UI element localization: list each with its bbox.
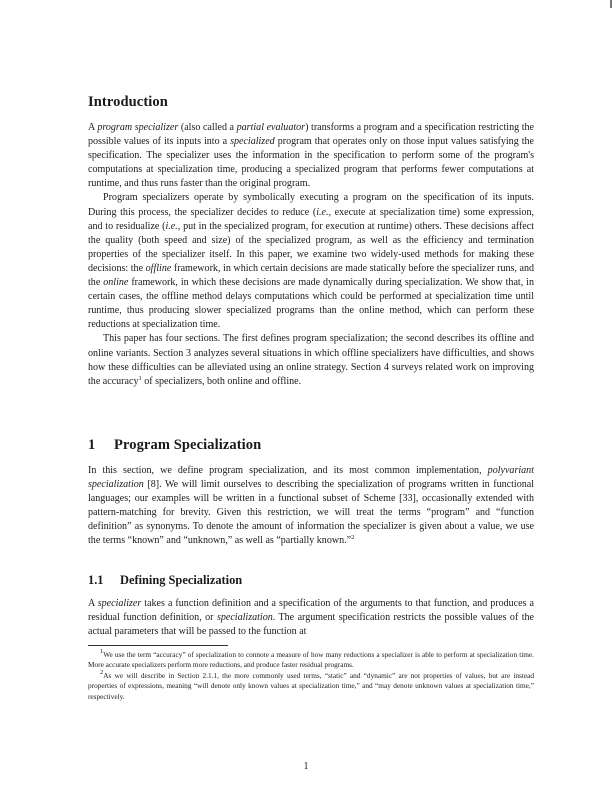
subsection-1-1 (88, 573, 534, 588)
footnote-rule (88, 645, 228, 646)
subsection-1-1-body (88, 597, 534, 639)
footnote-1: $^1$We use the term “accuracy” of specialization to connote a measure of how many reductions a specializer is able to perform at specialization time. More accurate specializers perform more reductions, and produce faster residual programs. (88, 648, 534, 670)
intro-paragraph-1: A program specializer (also called a partial evaluator) transforms a program and a specification restricting the possible values of its inputs into a specialized program that operates only on those input values satisfying the specification. The specializer uses the information in the specification to perform some of the program's computations at specialization time, producing a specialized program that performs fewer computations at runtime, and thus runs faster than the original program. (88, 122, 534, 190)
section-1 (88, 437, 534, 454)
intro-paragraph-2: Program specializers operate by symbolically executing a program on the specification of its inputs. During this process, the specializer decides to reduce (i.e., execute at specialization time) some expression, and to residualize (i.e., put in the specialized program, for execution at runtime) others. These decisions affect the quality (both speed and size) of the specialized program, as well as the efficiency and termination properties of the specializer itself. In this paper, we examine two widely-used methods for making these decisions: the offline framework, in which certain decisions are made statically before the specializer runs, and the online framework, in which these decisions are made dynamically during specialization. We show that, in certain cases, the offline method delays computations which could be performed at specialization time until runtime, thus producing slower specialized programs than the online method, which can perform these reductions at specialization time. (88, 192, 534, 331)
intro-paragraph-3: This paper has four sections. The first defines program specialization; the second describes its offline and online variants. Section 3 analyzes several situations in which offline specializers have difficulties, and shows how these difficulties can be alleviated using an online strategy. Section 4 surveys related work on improving the accuracy$^1$ of specializers, both online and offline. (88, 333, 534, 387)
page-number: 1 (303, 761, 309, 772)
footnote-ref-2[interactable]: 2 (351, 534, 355, 542)
footnotes (88, 650, 534, 702)
footnote-ref-1[interactable]: 1 (138, 374, 142, 382)
subsection-1-1-paragraph-1: A specializer takes a function definition and a specification of the arguments to that function, and produces a residual function definition, or specialization. The argument specification restricts the possible values of the actual parameters that will be passed to the function at (88, 598, 534, 638)
footnote-2: $^2$As we will describe in Section 2.1.1, the more commonly used terms, “static” and “dynamic” are not properties of values, but are instead properties of expressions, meaning “will denote only known values at specialization time,” and “may denote unknown values at specialization time,” respectively. (88, 668, 534, 701)
introduction-section (88, 94, 534, 111)
introduction-heading: Introduction (88, 94, 168, 110)
section-1-paragraph-1: In this section, we define program specialization, and its most common implementation, polyvariant specialization [8]. We will limit ourselves to describing the specialization of programs written in functional languages; our examples will be written in a functional subset of Scheme [33], occasionally extended with pattern-matching for brevity. Given this restriction, we will treat the terms “program” and “function definition” as synonyms. To denote the amount of information the specializer is given about a value, we use the terms “known” and “unknown,” as well as “partially known.”$^2$ (88, 465, 534, 547)
section-1-body (88, 464, 534, 549)
subsection-1-1-heading: 1.1 Defining Specialization (88, 573, 243, 587)
section-1-heading: 1 Program Specialization (88, 437, 262, 453)
introduction-body (88, 121, 534, 389)
